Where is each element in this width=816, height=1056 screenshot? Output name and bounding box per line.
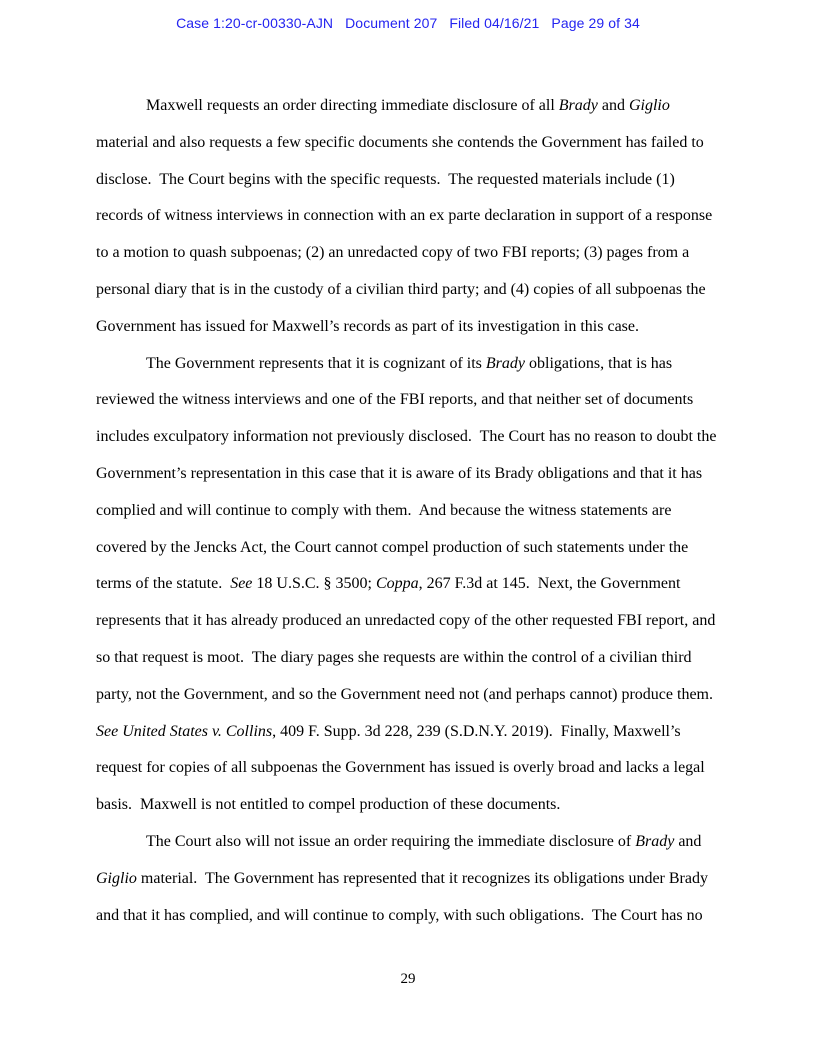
paragraph — [96, 824, 720, 934]
text-run: obligations, that is has reviewed the witness interviews and one of the FBI reports, and that neither set of documents includes exculpatory information not previously disclosed. The Court has no reason to doubt the Government’s representation in this case that it is aware of its Brady obligations and that it has complied and will continue to comply with them. And because the witness statements are covered by the Jencks Act, the Court cannot compel production of such statements under the terms of the statute. — [96, 354, 721, 593]
text-run: , 267 F.3d at 145. Next, the Government represents that it has already produced an unredacted copy of the other requested FBI report, and so that request is moot. The diary pages she requests are within the control of a civilian third party, not the Government, and so the Government need not (and perhaps cannot) produce them. — [96, 575, 721, 703]
paragraph — [96, 88, 720, 346]
text-run: and — [674, 832, 706, 850]
text-run: The Court also will not issue an order requiring the immediate disclosure of — [146, 832, 636, 850]
case-header: Case 1:20-cr-00330-AJN Document 207 Filed 04/16/21 Page 29 of 34 — [176, 15, 640, 31]
page-number: 29 — [400, 971, 416, 987]
paragraph — [96, 346, 720, 824]
italic-text-run: See United States v. Collins — [96, 722, 273, 740]
italic-text-run: Brady — [635, 832, 675, 850]
italic-text-run: Giglio — [628, 97, 670, 114]
italic-text-run: Giglio — [96, 869, 137, 887]
text-run: , 409 F. Supp. 3d 228, 239 (S.D.N.Y. 2019). Finally, Maxwell’s request for copies of all subpoenas the Government has issued is overly broad and lacks a legal basis. Maxwell is not entitled to compel production of these documents. — [96, 722, 709, 814]
italic-text-run: See — [230, 575, 253, 593]
text-run: material. The Government has represented that it recognizes its obligations under Brady and that it has complied, and will continue to comply, with such obligations. The Court has no — [96, 869, 712, 924]
italic-text-run: Brady — [485, 354, 526, 372]
text-run: 18 U.S.C. § 3500; — [252, 575, 376, 593]
text-run: material and also requests a few specific documents she contends the Government has failed to disclose. The Court begins with the specific requests. The requested materials include (1) records of witness interviews in connection with an ex parte declaration in support of a response to a motion to quash subpoenas; (2) an unredacted copy of two FBI reports; (3) pages from a personal diary that is in the custody of a civilian third party; and (4) copies of all subpoenas the Government has issued for Maxwell’s records as part of its investigation in this case. — [96, 97, 717, 335]
text-run: and — [597, 97, 629, 114]
text-run: The Government represents that it is cognizant of its — [146, 354, 486, 372]
italic-text-run: Brady — [558, 97, 598, 114]
italic-text-run: Coppa — [375, 575, 419, 593]
text-run: Maxwell requests an order directing immediate disclosure of all — [146, 97, 559, 114]
document-body — [96, 88, 720, 934]
